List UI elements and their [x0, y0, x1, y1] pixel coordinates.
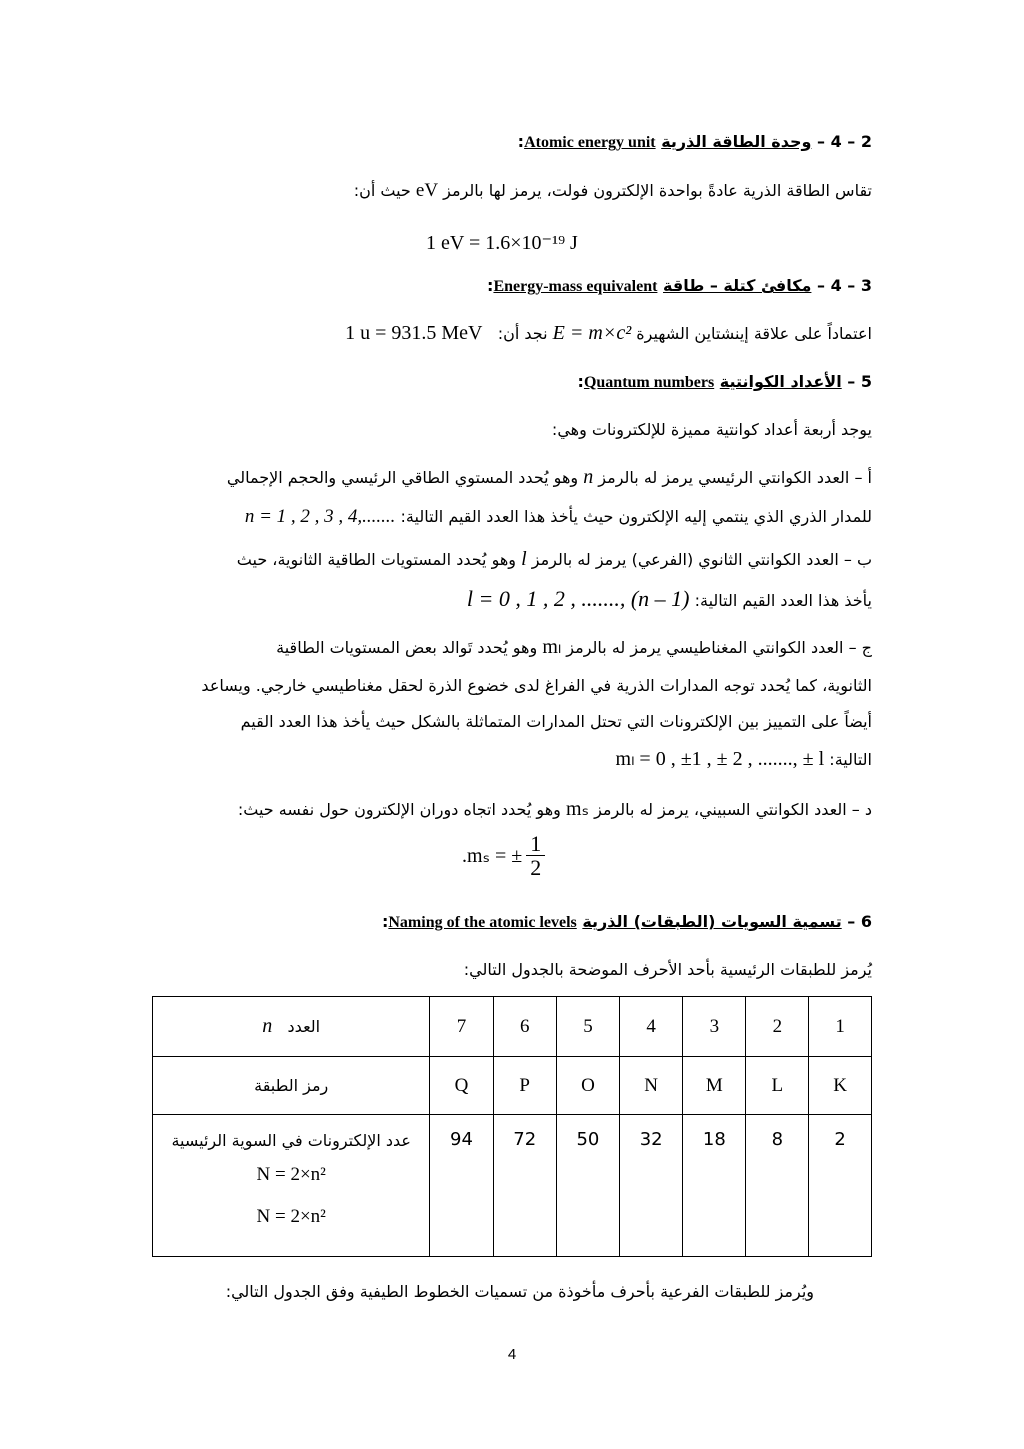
- qn-c-line4: التالية: mₗ = 0 , ±1 , ± 2 , ......., ± l: [615, 748, 872, 770]
- ev-symbol: eV: [415, 180, 439, 201]
- table-cell: 6: [493, 997, 556, 1057]
- section-4-3-heading: 3 – 4 – مكافئ كتلة – طاقة Energy-mass equivalent:: [487, 276, 872, 295]
- qn-d-line1: د – العدد الكوانتي السبيني، يرمز له بالرمز mₛ وهو يُحدد اتجاه دوران الإلكترون حول نفسه حيث:: [237, 798, 872, 820]
- ev-paragraph: تقاس الطاقة الذرية عادةً بواحدة الإلكترون فولت، يرمز لها بالرمز eV حيث أن:: [353, 180, 872, 201]
- table-cell: K: [809, 1057, 872, 1115]
- section-number: 3 – 4 –: [817, 276, 872, 295]
- section-title-ar: تسمية السويات (الطبقات) الذرية: [582, 912, 842, 931]
- table-cell: 18: [683, 1115, 746, 1257]
- qn-a-line1: أ – العدد الكوانتي الرئيسي يرمز له بالرمز n وهو يُحدد المستوي الطاقي الرئيسي والحجم الإجمالي: [226, 466, 872, 488]
- table-cell: 50: [556, 1115, 619, 1257]
- section-title-en: Naming of the atomic levels: [388, 914, 577, 931]
- table-row: [153, 1057, 872, 1115]
- table-cell: L: [746, 1057, 809, 1115]
- qn-c-symbol: mₗ: [542, 636, 562, 658]
- ev-equation: 1 eV = 1.6×10⁻¹⁹ J: [426, 232, 578, 254]
- einstein-formula: E = m×c²: [552, 322, 632, 344]
- qn-a-symbol: n: [583, 466, 594, 488]
- section-title-en: Quantum numbers: [583, 374, 715, 391]
- section-title-ar: وحدة الطاقة الذرية: [661, 132, 812, 151]
- table-cell: 8: [746, 1115, 809, 1257]
- table-cell: 32: [620, 1115, 683, 1257]
- qn-a-line2: للمدار الذري الذي ينتمي إليه الإلكترون حيث يأخذ هذا العدد القيم التالية: n = 1 , 2 , 3 , 4,.......: [244, 506, 872, 527]
- subshell-intro: ويُرمز للطبقات الفرعية بأحرف مأخوذة من تسميات الخطوط الطيفية وفق الجدول التالي:: [225, 1282, 814, 1301]
- table-cell: 7: [430, 997, 493, 1057]
- table-cell: 72: [493, 1115, 556, 1257]
- table-cell: M: [683, 1057, 746, 1115]
- table-cell: N: [620, 1057, 683, 1115]
- row-label-count: عدد الإلكترونات في السوية الرئيسية N = 2×n² N = 2×n²: [153, 1115, 430, 1257]
- section-title-en: Atomic energy unit: [524, 134, 656, 151]
- section-title-en: Energy-mass equivalent: [493, 278, 658, 295]
- table-cell: 3: [683, 997, 746, 1057]
- table-cell: 5: [556, 997, 619, 1057]
- qn-b-line1: ب – العدد الكوانتي الثانوي (الفرعي) يرمز له بالرمز l وهو يُحدد المستويات الطاقية الثانوية، حيث: [236, 548, 872, 570]
- formula: N = 2×n²: [256, 1206, 326, 1227]
- section-4-2-heading: 2 – 4 – وحدة الطاقة الذرية Atomic energy unit:: [517, 132, 872, 151]
- section-title-ar: الأعداد الكوانتية: [719, 372, 842, 391]
- row-label-n: العدد n: [153, 997, 430, 1057]
- fraction-one-half: $\frac{1}{2}$: [526, 832, 545, 879]
- qn-b-line2: يأخذ هذا العدد القيم التالية: l = 0 , 1 , 2 , ......., (n – 1): [466, 586, 872, 611]
- einstein-paragraph: اعتماداً على علاقة إينشتاين الشهيرة E = m×c² نجد أن: 1 u = 931.5 MeV: [345, 322, 872, 344]
- section-number: 5 –: [847, 372, 872, 391]
- table-cell: P: [493, 1057, 556, 1115]
- table-cell: 4: [620, 997, 683, 1057]
- table-intro: يُرمز للطبقات الرئيسية بأحد الأحرف الموضحة بالجدول التالي:: [463, 960, 872, 979]
- table-cell: 1: [809, 997, 872, 1057]
- table-cell: 2: [746, 997, 809, 1057]
- table-cell: 94: [430, 1115, 493, 1257]
- qn-d-symbol: mₛ: [565, 798, 589, 820]
- section-5-heading: 5 – الأعداد الكوانتية Quantum numbers:: [577, 372, 872, 391]
- qn-b-symbol: l: [521, 548, 527, 570]
- section-number: 2 – 4 –: [817, 132, 872, 151]
- qn-b-values: l = 0 , 1 , 2 , ......., (n – 1): [466, 586, 690, 611]
- table-row: [153, 1115, 872, 1257]
- qn-a-values: n = 1 , 2 , 3 , 4,.......: [244, 506, 396, 527]
- table-cell: 2: [809, 1115, 872, 1257]
- qn-c-line1: ج – العدد الكوانتي المغناطيسي يرمز له بالرمز mₗ وهو يُحدد تَوالد بعض المستويات الطاقية: [276, 636, 872, 658]
- section-6-heading: 6 – تسمية السويات (الطبقات) الذرية Naming of the atomic levels:: [381, 912, 872, 931]
- qn-c-line3: أيضاً على التمييز بين الإلكترونات التي تحتل المدارات المتماثلة بالشكل حيث يأخذ هذا العدد القيم: [240, 712, 872, 731]
- table-row: [153, 997, 872, 1057]
- spin-equation: .mₛ = ± $\frac{1}{2}$: [462, 832, 545, 879]
- formula: N = 2×n²: [256, 1164, 326, 1185]
- mass-energy-result: 1 u = 931.5 MeV: [345, 322, 483, 344]
- section-number: 6 –: [847, 912, 872, 931]
- table-cell: Q: [430, 1057, 493, 1115]
- qn-c-line2: الثانوية، كما يُحدد توجه المدارات الذرية في الفراغ لدى خضوع الذرة لحقل مغناطيسي خارجي. ويساعد: [201, 676, 872, 695]
- table-cell: O: [556, 1057, 619, 1115]
- quantum-intro: يوجد أربعة أعداد كوانتية مميزة للإلكترونات وهي:: [551, 420, 872, 439]
- section-title-ar: مكافئ كتلة – طاقة: [663, 276, 812, 295]
- qn-c-values: mₗ = 0 , ±1 , ± 2 , ......., ± l: [615, 748, 825, 770]
- row-label-symbol: رمز الطبقة: [153, 1057, 430, 1115]
- atomic-levels-table: [152, 996, 872, 1257]
- page-number: 4: [507, 1346, 517, 1363]
